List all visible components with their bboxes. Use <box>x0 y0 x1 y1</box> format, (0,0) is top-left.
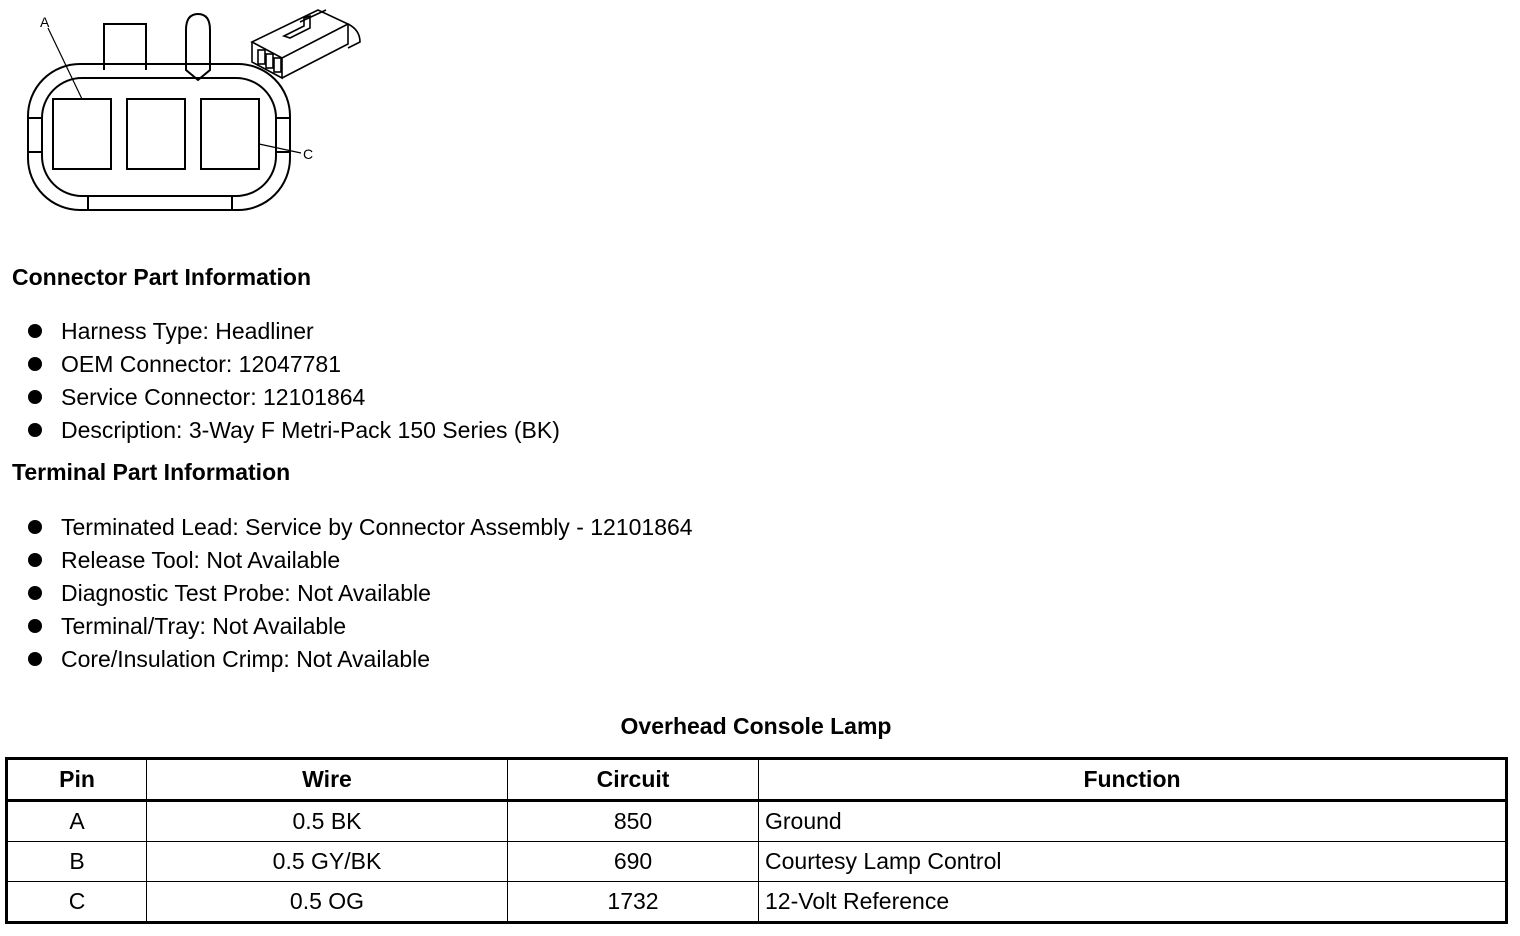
list-item: Core/Insulation Crimp: Not Available <box>28 643 693 676</box>
side-key-right <box>276 118 290 152</box>
table-row <box>7 882 1507 923</box>
callout-a-label: A <box>40 14 50 30</box>
cell-circuit: 690 <box>508 842 759 882</box>
list-item: Terminated Lead: Service by Connector Assembly - 12101864 <box>28 511 693 544</box>
bullet-icon <box>28 553 42 567</box>
list-item: Terminal/Tray: Not Available <box>28 610 693 643</box>
cell-function: Courtesy Lamp Control <box>759 842 1507 882</box>
cavity-c <box>201 99 259 169</box>
cell-function: 12-Volt Reference <box>759 882 1507 923</box>
cavity-b <box>127 99 185 169</box>
list-item: Diagnostic Test Probe: Not Available <box>28 577 693 610</box>
header-pin: Pin <box>7 759 147 801</box>
pinout-table <box>5 757 1508 924</box>
lock-tab-pointed <box>186 14 210 80</box>
list-item: Release Tool: Not Available <box>28 544 693 577</box>
bullet-icon <box>28 619 42 633</box>
table-title: Overhead Console Lamp <box>620 713 892 739</box>
table-row <box>7 801 1507 842</box>
connector-info-heading: Connector Part Information <box>12 264 312 290</box>
bullet-icon <box>28 324 42 338</box>
bullet-icon <box>28 520 42 534</box>
cavity-a <box>53 99 111 169</box>
bullet-icon <box>28 586 42 600</box>
cell-pin: B <box>7 842 147 882</box>
header-function: Function <box>759 759 1507 801</box>
cell-function: Ground <box>759 801 1507 842</box>
connector-iso-view <box>252 10 360 78</box>
side-key-left <box>28 118 42 152</box>
cell-circuit: 850 <box>508 801 759 842</box>
bottom-key <box>88 196 232 210</box>
bullet-icon <box>28 652 42 666</box>
terminal-info-heading: Terminal Part Information <box>12 459 291 485</box>
header-wire: Wire <box>147 759 508 801</box>
cell-wire: 0.5 OG <box>147 882 508 923</box>
cell-pin: C <box>7 882 147 923</box>
cell-wire: 0.5 BK <box>147 801 508 842</box>
housing-outer <box>28 64 290 210</box>
bullet-icon <box>28 390 42 404</box>
list-item: OEM Connector: 12047781 <box>28 348 560 381</box>
cell-pin: A <box>7 801 147 842</box>
housing-inner <box>42 78 276 196</box>
list-item: Description: 3-Way F Metri-Pack 150 Series (BK) <box>28 414 560 447</box>
cell-wire: 0.5 GY/BK <box>147 842 508 882</box>
connector-diagram <box>0 0 380 225</box>
list-item: Service Connector: 12101864 <box>28 381 560 414</box>
terminal-info-list <box>28 511 693 676</box>
bullet-icon <box>28 423 42 437</box>
connector-info-list <box>28 315 560 447</box>
callout-c-label: C <box>303 146 314 162</box>
header-circuit: Circuit <box>508 759 759 801</box>
list-item: Harness Type: Headliner <box>28 315 560 348</box>
bullet-icon <box>28 357 42 371</box>
table-header-row <box>7 759 1507 801</box>
table-row <box>7 842 1507 882</box>
cell-circuit: 1732 <box>508 882 759 923</box>
